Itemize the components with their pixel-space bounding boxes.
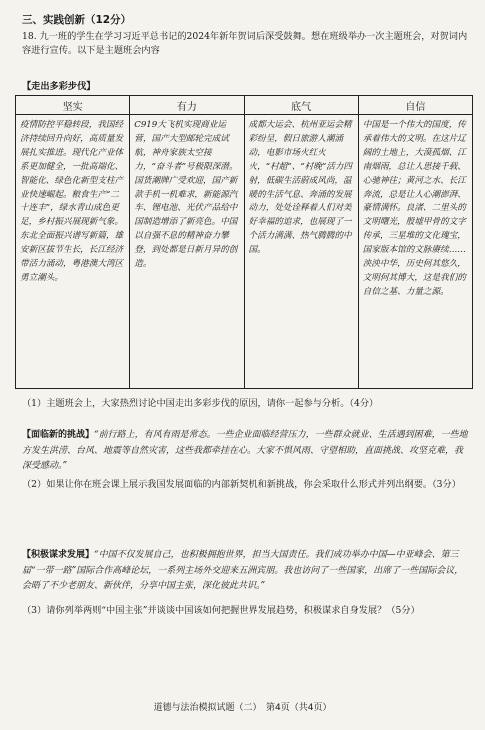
question-2: （2）如果让你在班会课上展示我国发展面临的内部新契机和新挑战，你会采取什么形式并列出纲要。（3分） — [22, 479, 461, 490]
achievements-table — [15, 95, 473, 389]
part1-label: 【走出多彩步伐】 — [22, 81, 96, 92]
table-row — [16, 115, 473, 389]
table-header: 自信 — [358, 96, 472, 115]
part3-block — [22, 548, 470, 595]
part2-tag: 【面临新的挑战】 — [22, 430, 95, 440]
question-18-intro: 18. 九一班的学生在学习习近平总书记的2024年新年贺词后深受鼓舞。想在班级举办一次主题班会，对贺词内容进行宣传。以下是主题班会内容 — [22, 31, 468, 56]
table-cell: C919大飞机实现商业运营，国产大型邮轮完成试航，神舟家族太空接力，“奋斗者”号极限深潜。国货潮牌广受欢迎，国产新款手机一机难求，新能源汽车、锂电池、光伏产品给中国制造增添了新亮色。中国以自强不息的精神奋力攀登，到处都是日新月异的创造。 — [130, 115, 244, 389]
table-header-row — [16, 96, 473, 115]
part2-quote: “前行路上，有风有雨是常态。一些企业面临经营压力，一些群众就业、生活遇到困难，一些地方发生洪涝、台风、地震等自然灾害，这些我都牵挂在心。大家不惧风雨、守望相助，直面挑战、攻坚克难，我深受感动。” — [22, 430, 468, 471]
question-1: （1）主题班会上，大家热烈讨论中国走出多彩步伐的原因，请你一起参与分析。（4分） — [22, 398, 379, 409]
part3-tag: 【积极谋求发展】 — [22, 550, 95, 560]
table-header: 有力 — [130, 96, 244, 115]
table-cell: 中国是一个伟大的国度，传承着伟大的文明。在这片辽阔的土地上，大漠孤烟、江南烟雨，总让人思接千载、心驰神往；黄河之水、长江奔流，总是让人心潮澎湃、豪情满怀。良渚、二里头的文明曙光，殷墟甲骨的文字传承，三星堆的文化瑰宝，国家版本馆的文脉赓续……泱泱中华，历史何其悠久，文明何其博大，这是我们的自信之基、力量之源。 — [358, 115, 472, 389]
page-footer: 道德与法治模拟试题（二） 第4页（共4页） — [153, 703, 332, 713]
question-3: （3）请你列举两则“中国主张”并谈谈中国该如何把握世界发展趋势，积极谋求自身发展？（5分） — [22, 605, 420, 616]
table-cell: 成都大运会、杭州亚运会精彩纷呈，假日旅游人潮涌动，电影市场火红火火，“村超”、“村晚”活力四射，低碳生活蔚成风尚，温暖的生活气息、奔涌的发展动力，处处诠释着人们对美好幸福的追求，也展现了一个活力满满、热气腾腾的中国。 — [244, 115, 358, 389]
section-title: 三、实践创新（12分） — [22, 14, 132, 26]
table-header: 底气 — [244, 96, 358, 115]
table-cell: 疫情防控平稳转段，我国经济持续回升向好，高质量发展扎实推进。现代化产业体系更加健全，一批高端化、智能化、绿色化新型支柱产业快速崛起。粮食生产“二十连丰”，绿水青山成色更足，乡村振兴展现新气象。东北全面振兴谱写新篇，雄安新区拔节生长，长江经济带活力涌动，粤港澳大湾区勇立潮头。 — [16, 115, 130, 389]
table-header: 坚实 — [16, 96, 130, 115]
part3-quote: “中国不仅发展自己，也积极拥抱世界，担当大国责任。我们成功举办中国—中亚峰会、第三届“一带一路”国际合作高峰论坛，一系列主场外交迎来五洲宾朋。我也访问了一些国家，出席了一些国际会议，会晤了不少老朋友、新伙伴，分享中国主张，深化彼此共识。” — [22, 550, 464, 591]
part2-block — [22, 428, 470, 475]
